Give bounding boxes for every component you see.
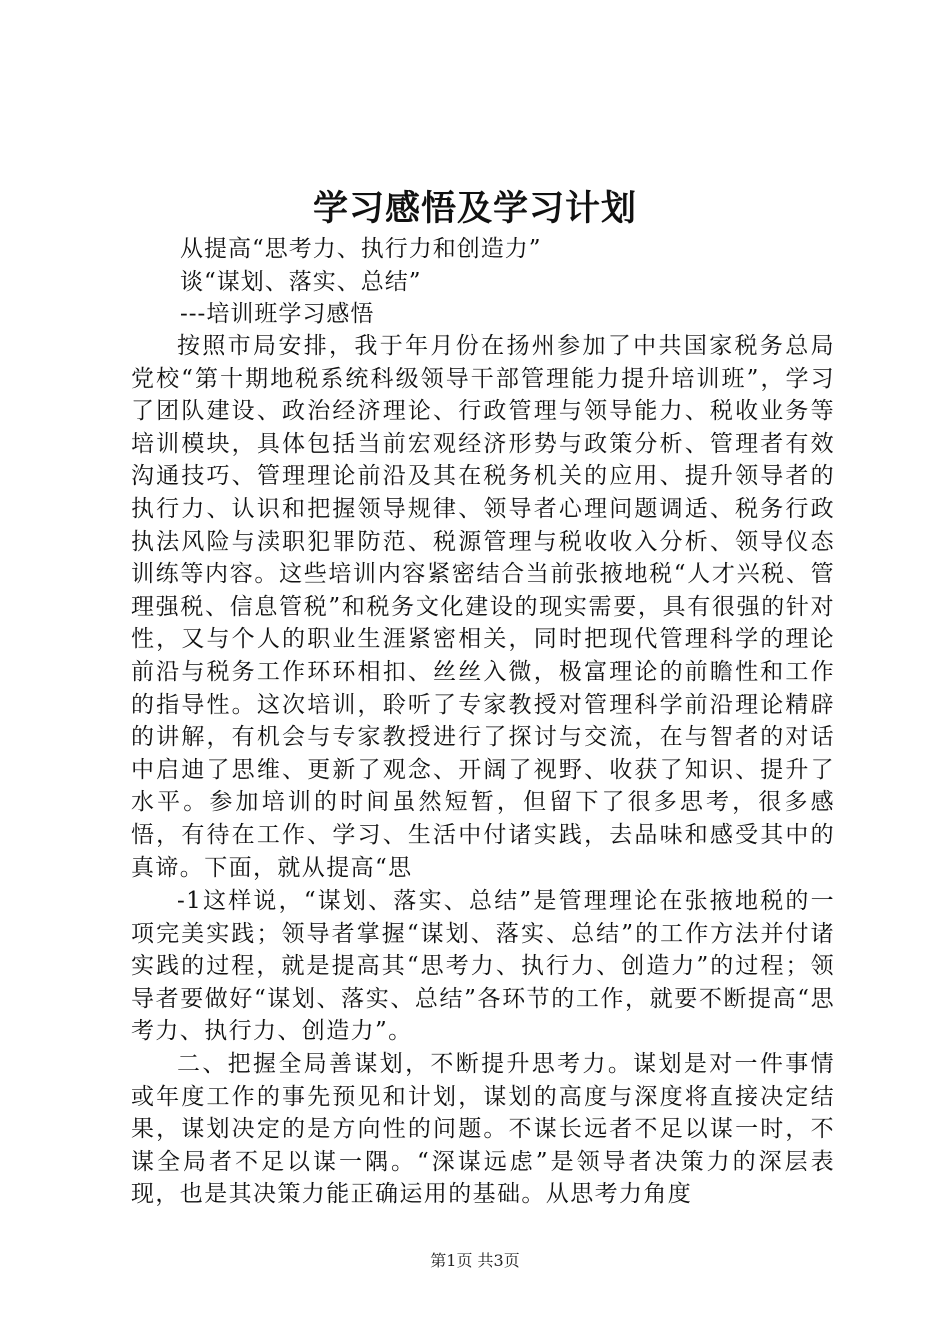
document-title: 学习感悟及学习计划: [312, 188, 637, 229]
body-paragraph-3: 二、把握全局善谋划，不断提升思考力。谋划是对一件事情或年度工作的事先预见和计划，谋划的高度与深度将直接决定结果，谋划决定的是方向性的问题。不谋长远者不足以谋一时，不谋全局者不足以谋一隅。“深谋远虑”是领导者决策力的深层表现，也是其决策力能正确运用的基础。从思考力角度: [131, 1051, 835, 1208]
body-paragraph-1: 按照市局安排，我于年月份在扬州参加了中共国家税务总局党校“第十期地税系统科级领导干部管理能力提升培训班”，学习了团队建设、政治经济理论、行政管理与领导能力、税收业务等培训模块，具体包括当前宏观经济形势与政策分析、管理者有效沟通技巧、管理理论前沿及其在税务机关的应用、提升领导者的执行力、认识和把握领导规律、领导者心理问题调适、税务行政执法风险与渎职犯罪防范、税源管理与税收收入分析、领导仪态训练等内容。这些培训内容紧密结合当前张掖地税“人才兴税、管理强税、信息管税”和税务文化建设的现实需要，具有很强的针对性，又与个人的职业生涯紧密相关，同时把现代管理科学的理论前沿与税务工作环环相扣、丝丝入微，极富理论的前瞻性和工作的指导性。这次培训，聆听了专家教授对管理科学前沿理论精辟的讲解，有机会与专家教授进行了探讨与交流，在与智者的对话中启迪了思维、更新了观念、开阔了视野、收获了知识、提升了水平。参加培训的时间虽然短暂，但留下了很多思考，很多感悟，有待在工作、学习、生活中付诸实践，去品味和感受其中的真谛。下面，就从提高“思: [131, 333, 835, 881]
subtitle-line-3: ---培训班学习感悟: [180, 301, 375, 327]
page-footer: 第1页 共3页: [430, 1251, 520, 1270]
body-paragraph-2: -1这样说，“谋划、落实、总结”是管理理论在张掖地税的一项完美实践；领导者掌握“谋划、落实、总结”的工作方法并付诸实践的过程，就是提高其“思考力、执行力、创造力”的过程；领导者要做好“谋划、落实、总结”各环节的工作，就要不断提高“思考力、执行力、创造力”。: [131, 888, 835, 1045]
subtitle-line-1: 从提高“思考力、执行力和创造力”: [180, 236, 542, 262]
subtitle-line-2: 谈“谋划、落实、总结”: [180, 269, 422, 295]
